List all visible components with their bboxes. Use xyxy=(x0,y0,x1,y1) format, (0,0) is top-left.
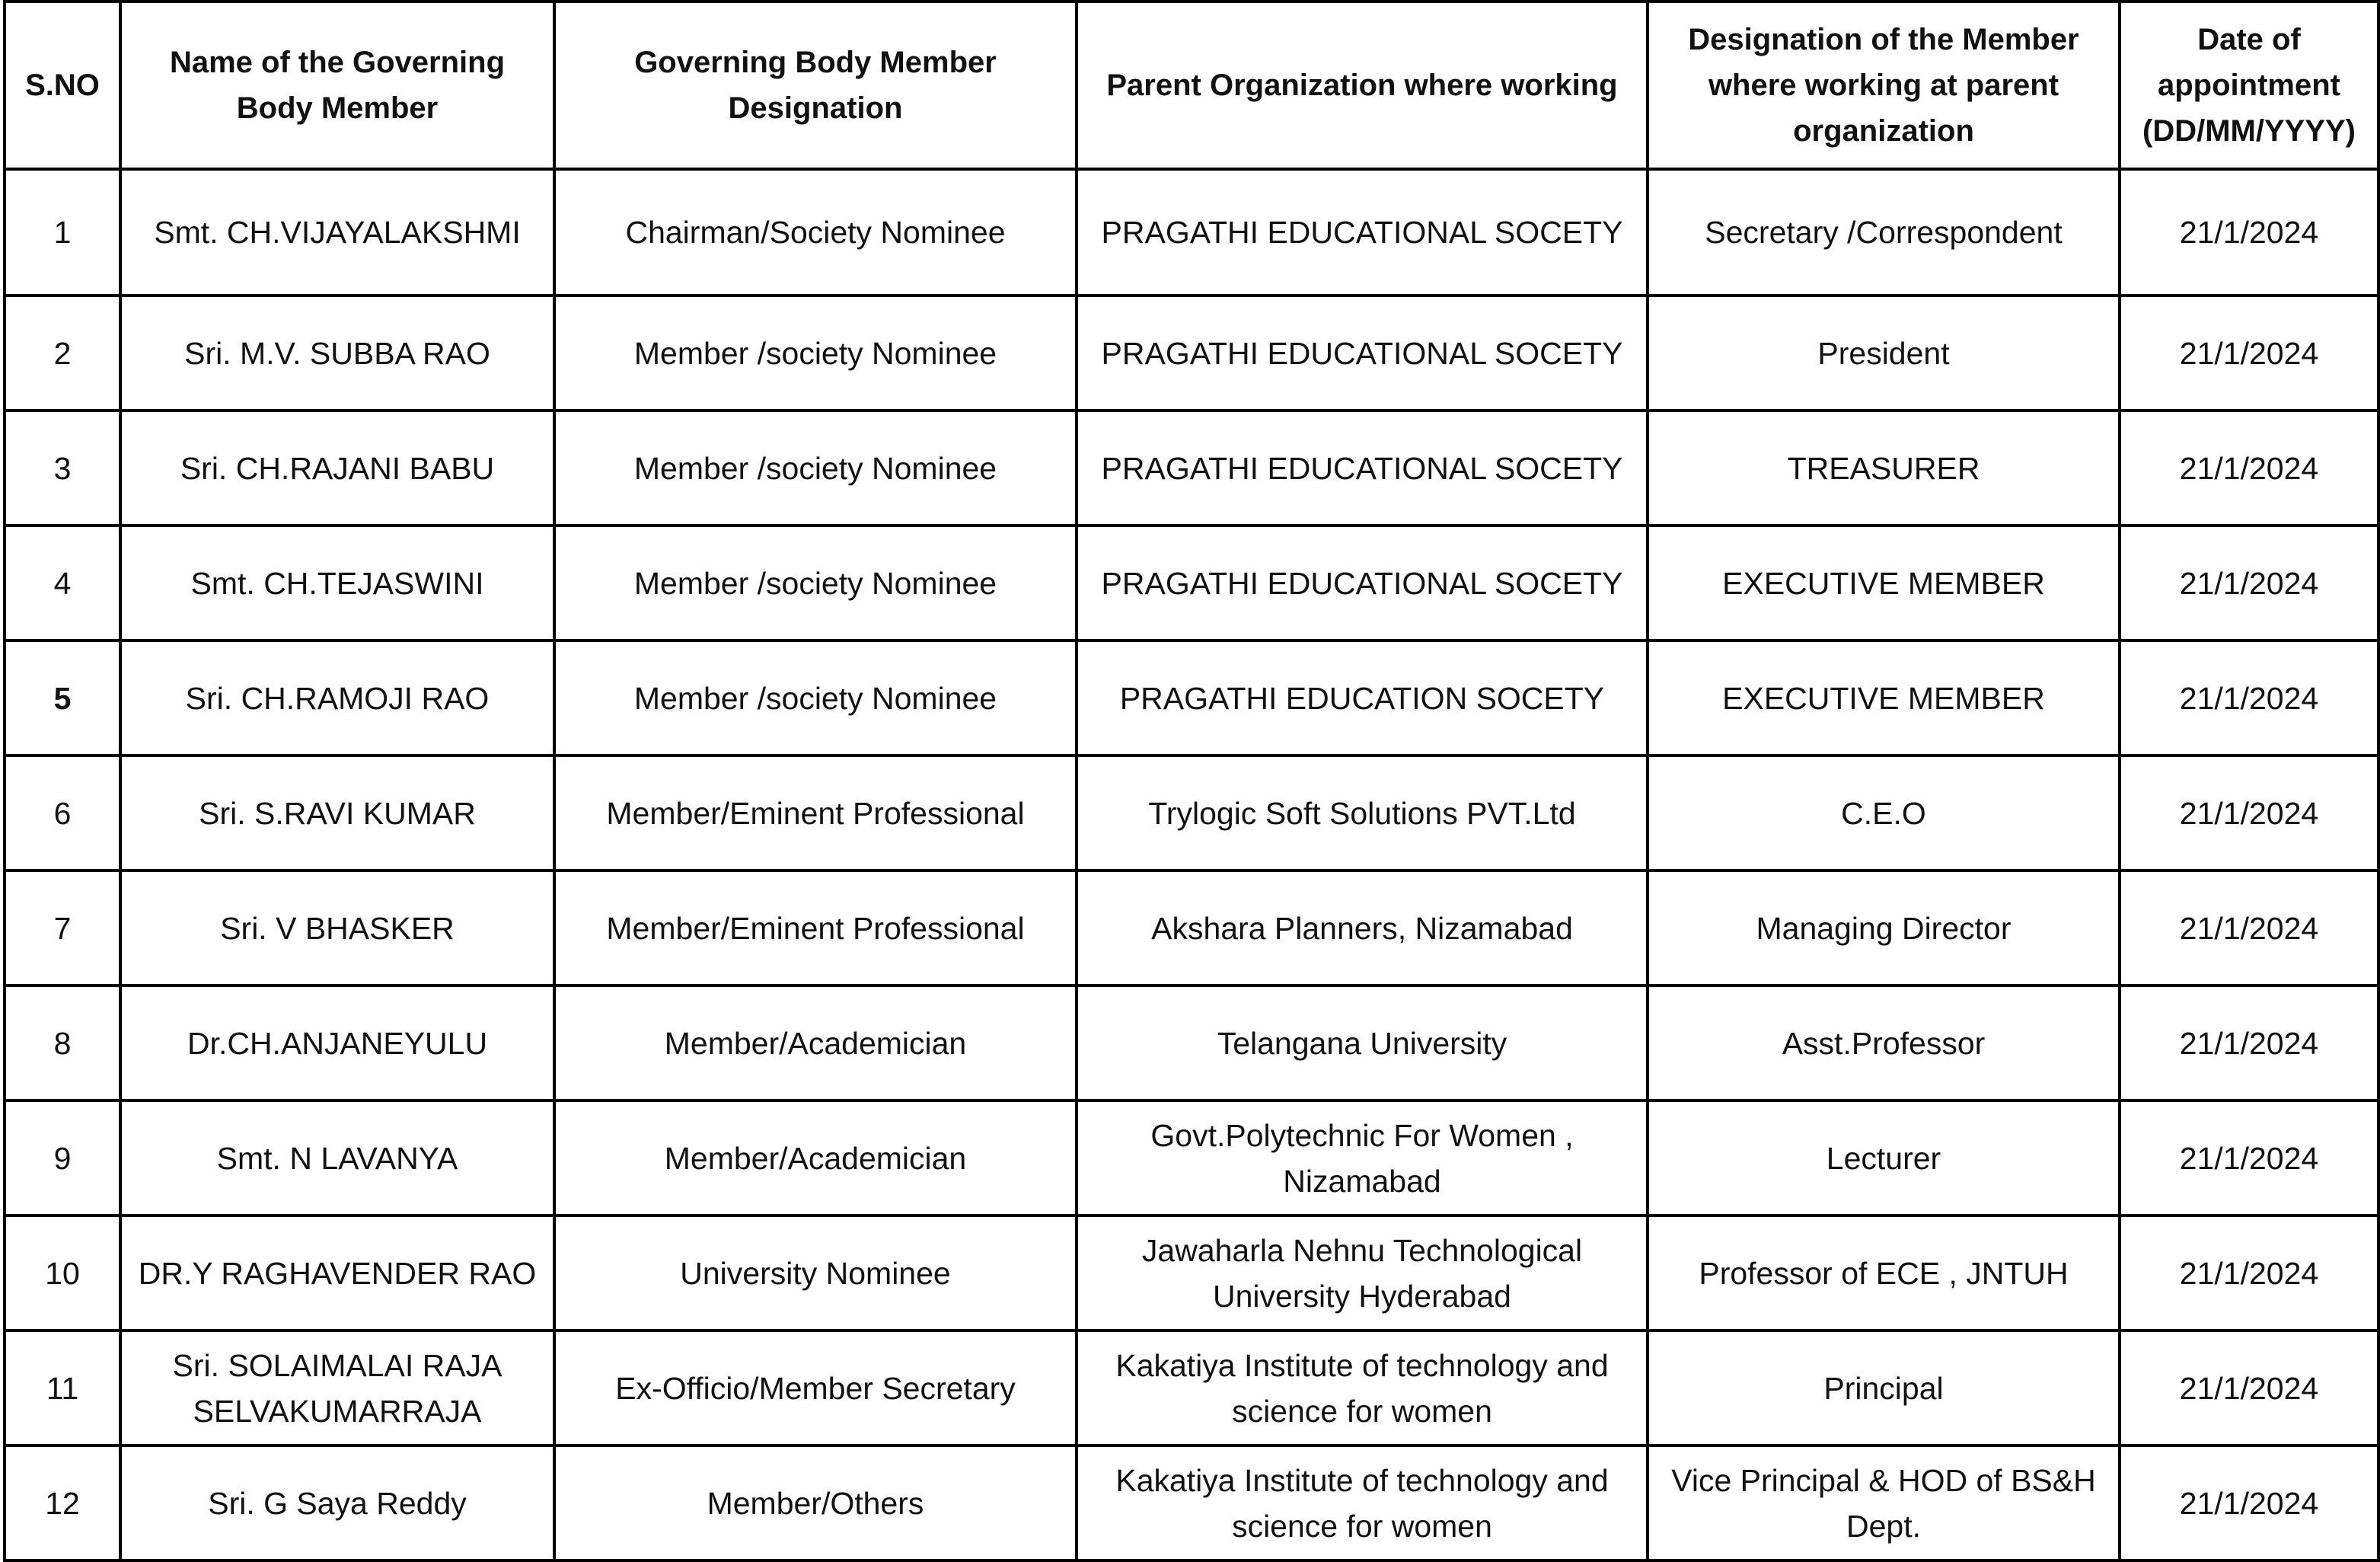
cell-member-name: Sri. S.RAVI KUMAR xyxy=(120,755,554,870)
cell-parent-organization: PRAGATHI EDUCATIONAL SOCETY xyxy=(1077,410,1648,525)
cell-parent-organization: Govt.Polytechnic For Women , Nizamabad xyxy=(1077,1100,1648,1215)
cell-parent-organization: Akshara Planners, Nizamabad xyxy=(1077,870,1648,985)
cell-sno: 3 xyxy=(5,410,120,525)
cell-member-designation: Member/Academician xyxy=(554,985,1077,1100)
cell-parent-designation: Vice Principal & HOD of BS&H Dept. xyxy=(1648,1445,2120,1560)
cell-member-designation: Member /society Nominee xyxy=(554,410,1077,525)
cell-parent-designation: C.E.O xyxy=(1648,755,2120,870)
header-row xyxy=(5,2,2378,169)
cell-appointment-date: 21/1/2024 xyxy=(2120,870,2378,985)
cell-appointment-date: 21/1/2024 xyxy=(2120,1215,2378,1330)
table-row xyxy=(5,640,2378,755)
cell-parent-designation: Secretary /Correspondent xyxy=(1648,169,2120,295)
cell-sno: 2 xyxy=(5,295,120,410)
cell-parent-designation: Asst.Professor xyxy=(1648,985,2120,1100)
cell-parent-organization: PRAGATHI EDUCATIONAL SOCETY xyxy=(1077,525,1648,640)
header-parent-designation: Designation of the Member where working at parent organization xyxy=(1648,2,2120,169)
table-row xyxy=(5,985,2378,1100)
cell-member-name: Smt. CH.TEJASWINI xyxy=(120,525,554,640)
cell-parent-organization: Kakatiya Institute of technology and science for women xyxy=(1077,1445,1648,1560)
cell-sno: 10 xyxy=(5,1215,120,1330)
cell-parent-designation: Lecturer xyxy=(1648,1100,2120,1215)
cell-appointment-date: 21/1/2024 xyxy=(2120,295,2378,410)
cell-member-designation: University Nominee xyxy=(554,1215,1077,1330)
cell-member-name: Sri. CH.RAJANI BABU xyxy=(120,410,554,525)
cell-parent-organization: Kakatiya Institute of technology and science for women xyxy=(1077,1330,1648,1445)
cell-member-designation: Member/Eminent Professional xyxy=(554,870,1077,985)
cell-member-name: Sri. CH.RAMOJI RAO xyxy=(120,640,554,755)
cell-member-designation: Member/Others xyxy=(554,1445,1077,1560)
table-row xyxy=(5,1330,2378,1445)
cell-member-name: Sri. SOLAIMALAI RAJA SELVAKUMARRAJA xyxy=(120,1330,554,1445)
cell-parent-designation: TREASURER xyxy=(1648,410,2120,525)
cell-member-name: Sri. M.V. SUBBA RAO xyxy=(120,295,554,410)
cell-parent-organization: Telangana University xyxy=(1077,985,1648,1100)
header-member-designation: Governing Body Member Designation xyxy=(554,2,1077,169)
cell-member-name: Sri. V BHASKER xyxy=(120,870,554,985)
header-sno: S.NO xyxy=(5,2,120,169)
cell-sno: 7 xyxy=(5,870,120,985)
cell-sno: 9 xyxy=(5,1100,120,1215)
cell-parent-organization: Trylogic Soft Solutions PVT.Ltd xyxy=(1077,755,1648,870)
cell-parent-designation: Principal xyxy=(1648,1330,2120,1445)
table-row xyxy=(5,525,2378,640)
cell-parent-organization: PRAGATHI EDUCATIONAL SOCETY xyxy=(1077,169,1648,295)
cell-member-designation: Member /society Nominee xyxy=(554,525,1077,640)
cell-member-name: Sri. G Saya Reddy xyxy=(120,1445,554,1560)
cell-sno: 6 xyxy=(5,755,120,870)
cell-member-designation: Member /society Nominee xyxy=(554,640,1077,755)
cell-sno: 12 xyxy=(5,1445,120,1560)
cell-sno: 11 xyxy=(5,1330,120,1445)
cell-appointment-date: 21/1/2024 xyxy=(2120,410,2378,525)
cell-member-designation: Member/Eminent Professional xyxy=(554,755,1077,870)
table-row xyxy=(5,870,2378,985)
cell-appointment-date: 21/1/2024 xyxy=(2120,1330,2378,1445)
table-row xyxy=(5,1215,2378,1330)
cell-appointment-date: 21/1/2024 xyxy=(2120,985,2378,1100)
cell-parent-designation: EXECUTIVE MEMBER xyxy=(1648,525,2120,640)
cell-member-designation: Chairman/Society Nominee xyxy=(554,169,1077,295)
cell-member-name: Dr.CH.ANJANEYULU xyxy=(120,985,554,1100)
cell-parent-designation: Managing Director xyxy=(1648,870,2120,985)
cell-sno: 5 xyxy=(5,640,120,755)
cell-member-designation: Ex-Officio/Member Secretary xyxy=(554,1330,1077,1445)
table-row xyxy=(5,169,2378,295)
cell-appointment-date: 21/1/2024 xyxy=(2120,640,2378,755)
cell-appointment-date: 21/1/2024 xyxy=(2120,1100,2378,1215)
cell-member-designation: Member /society Nominee xyxy=(554,295,1077,410)
table-row xyxy=(5,410,2378,525)
cell-sno: 4 xyxy=(5,525,120,640)
table-row xyxy=(5,1445,2378,1560)
cell-appointment-date: 21/1/2024 xyxy=(2120,1445,2378,1560)
cell-appointment-date: 21/1/2024 xyxy=(2120,525,2378,640)
cell-parent-organization: PRAGATHI EDUCATION SOCETY xyxy=(1077,640,1648,755)
cell-member-name: Smt. CH.VIJAYALAKSHMI xyxy=(120,169,554,295)
cell-appointment-date: 21/1/2024 xyxy=(2120,755,2378,870)
cell-parent-organization: PRAGATHI EDUCATIONAL SOCETY xyxy=(1077,295,1648,410)
cell-parent-designation: EXECUTIVE MEMBER xyxy=(1648,640,2120,755)
cell-member-name: Smt. N LAVANYA xyxy=(120,1100,554,1215)
cell-parent-designation: Professor of ECE , JNTUH xyxy=(1648,1215,2120,1330)
cell-sno: 1 xyxy=(5,169,120,295)
table-row xyxy=(5,1100,2378,1215)
header-member-name: Name of the Governing Body Member xyxy=(120,2,554,169)
cell-parent-organization: Jawaharla Nehnu Technological University Hyderabad xyxy=(1077,1215,1648,1330)
header-appointment-date: Date of appointment (DD/MM/YYYY) xyxy=(2120,2,2378,169)
cell-member-designation: Member/Academician xyxy=(554,1100,1077,1215)
cell-parent-designation: President xyxy=(1648,295,2120,410)
cell-sno: 8 xyxy=(5,985,120,1100)
cell-member-name: DR.Y RAGHAVENDER RAO xyxy=(120,1215,554,1330)
governing-body-table xyxy=(3,0,2380,1562)
cell-appointment-date: 21/1/2024 xyxy=(2120,169,2378,295)
table-row xyxy=(5,295,2378,410)
table-row xyxy=(5,755,2378,870)
header-parent-organization: Parent Organization where working xyxy=(1077,2,1648,169)
